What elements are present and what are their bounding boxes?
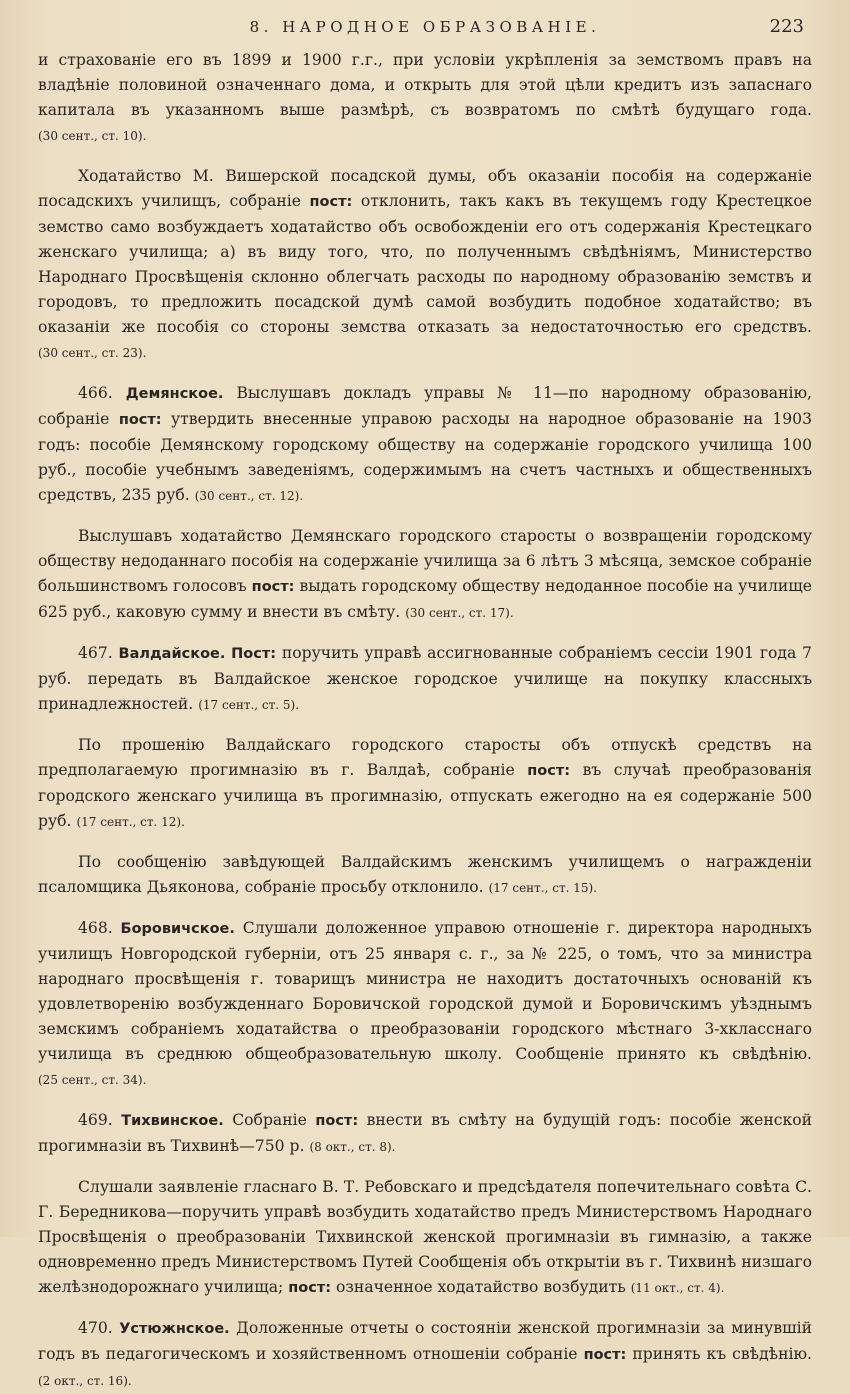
citation: (30 сент., ст. 17). <box>405 606 514 620</box>
paragraph: Слушали заявленіе гласнаго В. Т. Ребовскаго и предсѣдателя попечительнаго совѣта С. Г. Бередникова—поручить управѣ возбудить ходатайство предъ Министерствомъ Народнаго Просвѣщенія о преобразованіи Тихвинской женской прогимназіи въ гимназію, а также одновременно предъ Министерствомъ Путей Сообщенія объ открытіи въ г. Тихвинѣ низшаго желѣзнодорожнаго училища; пост: означенное ходатайство возбудить (11 окт., ст. 4). <box>38 1178 812 1296</box>
district-name: Демянское. <box>125 386 224 402</box>
paragraph: По сообщенію завѣдующей Валдайскимъ женскимъ училищемъ о награжденіи псаломщика Дьяконова, собраніе просьбу отклонило. (17 сент., ст. 15). <box>38 853 812 896</box>
paragraph: 468. Боровичское. Слушали доложенное управою отношеніе г. директора народныхъ училищъ Новгородской губерніи, отъ 25 января с. г., за № 225, о томъ, что за министра народнаго просвѣщенія г. товарищъ министра не находитъ достаточныхъ основаній къ удовлетворенію возбужденнаго Боровичской городской думой и Боровичскимъ уѣзднымъ земскимъ собраніемъ ходатайства о преобразованіи городского мѣстнаго 3-хкласснаго училища въ среднюю общеобразовательную школу. Сообщеніе принято къ свѣдѣнію. (25 сент., ст. 34). <box>38 919 812 1087</box>
district-name: Боровичское. <box>120 921 235 937</box>
resolution-keyword: пост: <box>118 412 162 428</box>
paragraph: По прошенію Валдайскаго городского старосты объ отпускѣ средствъ на предполагаемую прогимназію въ г. Валдаѣ, собраніе пост: въ случаѣ преобразованія городского женскаго училища въ прогимназію, отпускать ежегодно на ея содержаніе 500 руб. (17 сент., ст. 12). <box>38 736 812 830</box>
entry-number: 466. <box>78 384 113 402</box>
resolution-keyword: пост: <box>527 763 571 779</box>
resolution-keyword: пост: <box>315 1113 359 1129</box>
resolution-keyword: пост: <box>583 1347 627 1363</box>
district-name: Устюжнское. <box>119 1321 230 1337</box>
resolution-keyword: пост: <box>251 579 295 595</box>
paragraph: и страхованіе его въ 1899 и 1900 г.г., при условіи укрѣпленія за земствомъ правъ на владѣніе половиной означеннаго дома, и открыть для этой цѣли кредитъ изъ запаснаго капитала въ указанномъ выше размѣрѣ, съ возвратомъ по смѣтѣ будущаго года. (30 сент., ст. 10). <box>38 51 812 143</box>
entry-number: 470. <box>78 1319 113 1337</box>
citation: (11 окт., ст. 4). <box>630 1281 725 1295</box>
paragraph: 467. Валдайское. Пост: поручить управѣ ассигнованные собраніемъ сессіи 1901 года 7 руб. передать въ Валдайское женское городское училище на покупку классныхъ принадлежностей. (17 сент., ст. 5). <box>38 644 812 713</box>
citation: (17 сент., ст. 5). <box>198 698 300 712</box>
entry-number: 468. <box>78 919 113 937</box>
citation: (25 сент., ст. 34). <box>38 1073 147 1087</box>
resolution-keyword: пост: <box>288 1280 332 1296</box>
section-title: 8. НАРОДНОЕ ОБРАЗОВАНІЕ. <box>249 18 601 36</box>
paragraph: Ходатайство М. Вишерской посадской думы, объ оказаніи пособія на содержаніе посадскихъ училищъ, собраніе пост: отклонить, такъ какъ въ текущемъ году Крестецкое земство само возбуждаетъ ходатайство объ освобожденіи его отъ содержанія Крестецкаго женскаго училища; а) въ виду того, что, по полученнымъ свѣдѣніямъ, Министерство Народнаго Просвѣщенія склонно облегчать расходы по народному образованію земствъ и городовъ, то предложить посадской думѣ самой возбудить подобное ходатайство; въ оказаніи же пособія со стороны земства отказать за недостаточностью его средствъ. (30 сент., ст. 23). <box>38 167 812 360</box>
paragraph: 469. Тихвинское. Собраніе пост: внести въ смѣту на будущій годъ: пособіе женской прогимназіи въ Тихвинѣ—750 р. (8 окт., ст. 8). <box>38 1111 812 1155</box>
citation: (30 сент., ст. 10). <box>38 129 147 143</box>
entry-number: 469. <box>78 1111 113 1129</box>
entry-number: 467. <box>78 644 113 662</box>
page-number: 223 <box>769 16 804 37</box>
paragraph: Выслушавъ ходатайство Демянскаго городского старосты о возвращеніи городскому обществу недоданнаго пособія на содержаніе училища за 6 лѣтъ 3 мѣсяца, земское собраніе большинствомъ голосовъ пост: выдать городскому обществу недоданное пособіе на училище 625 руб., каковую сумму и внести въ смѣту. (30 сент., ст. 17). <box>38 527 812 621</box>
citation: (30 сент., ст. 23). <box>38 346 147 360</box>
citation: (30 сент., ст. 12). <box>194 489 304 503</box>
resolution-keyword: Пост: <box>231 646 277 662</box>
citation: (17 сент., ст. 15). <box>488 881 597 895</box>
citation: (2 окт., ст. 16). <box>38 1374 132 1388</box>
district-name: Валдайское. <box>118 646 226 662</box>
paragraph: 466. Демянское. Выслушавъ докладъ управы № 11—по народному образованію, собраніе пост: утвердить внесенные управою расходы на народное образованіе на 1903 годъ: пособіе Демянскому городскому обществу на содержаніе городского училища 100 руб., пособіе учебнымъ заведеніямъ, содержимымъ на счетъ частныхъ и общественныхъ средствъ, 235 руб. (30 сент., ст. 12). <box>38 384 813 504</box>
resolution-keyword: пост: <box>309 194 353 210</box>
citation: (8 окт., ст. 8). <box>309 1140 396 1154</box>
running-header <box>38 16 812 48</box>
district-name: Тихвинское. <box>121 1113 224 1129</box>
paragraph: 470. Устюжнское. Доложенные отчеты о состояніи женской прогимназіи за минувшій годъ въ педагогическомъ и хозяйственномъ отношеніи собраніе пост: принять къ свѣдѣнію. (2 окт., ст. 16). <box>38 1319 812 1388</box>
citation: (17 сент., ст. 12). <box>76 815 185 829</box>
